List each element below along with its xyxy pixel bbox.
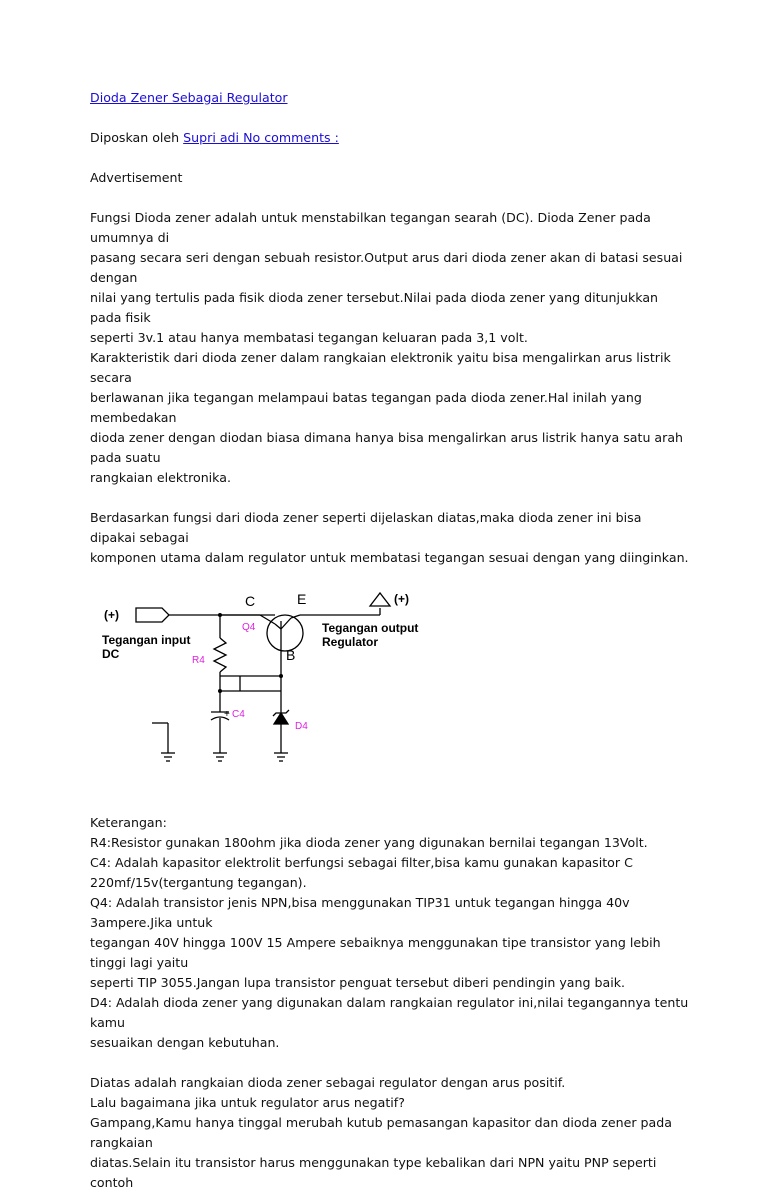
label-input-1: Tegangan input — [102, 633, 191, 647]
notes-heading: Keterangan: — [90, 815, 167, 830]
transistor-q4-symbol — [267, 615, 303, 651]
output-terminal — [370, 593, 390, 606]
zener-d4-triangle — [274, 713, 288, 724]
label-output-2: Regulator — [322, 635, 379, 649]
junction-dot — [218, 613, 222, 617]
title-paragraph — [90, 88, 690, 108]
text-line: Berdasarkan fungsi dari dioda zener seperti dijelaskan diatas,maka dioda zener ini bisa dipakai sebagai — [90, 510, 642, 545]
text-line: 220mf/15v(tergantung tegangan). — [90, 875, 307, 890]
label-c4-plus: + — [224, 709, 230, 720]
regulator-circuit-diagram — [90, 588, 450, 788]
label-emitter: E — [297, 591, 307, 607]
junction-dot — [218, 689, 222, 693]
text-line: tegangan 40V hingga 100V 15 Ampere sebaiknya menggunakan tipe transistor yang lebih tinggi lagi yaitu — [90, 935, 661, 970]
notes-section — [90, 813, 690, 1053]
text-line: Lalu bagaimana jika untuk regulator arus negatif? — [90, 1095, 405, 1110]
closing-paragraph — [90, 1073, 690, 1193]
text-line: seperti TIP 3055.Jangan lupa transistor penguat tersebut diberi pendingin yang baik. — [90, 975, 625, 990]
article — [90, 88, 690, 1193]
label-plus-out: (+) — [394, 592, 409, 606]
author-comments-link[interactable] — [183, 130, 339, 145]
byline — [90, 128, 690, 148]
author-name: Supri adi — [183, 130, 240, 145]
text-line: Karakteristik dari dioda zener dalam rangkaian elektronik yaitu bisa mengalirkan arus listrik secara — [90, 350, 671, 385]
text-line: Fungsi Dioda zener adalah untuk menstabilkan tegangan searah (DC). Dioda Zener pada umumnya di — [90, 210, 651, 245]
label-output-1: Tegangan output — [322, 621, 419, 635]
text-line: komponen utama dalam regulator untuk membatasi tegangan sesuai dengan yang diinginkan. — [90, 550, 689, 565]
label-base: B — [286, 647, 296, 663]
text-line: Q4: Adalah transistor jenis NPN,bisa menggunakan TIP31 untuk tegangan hingga 40v 3ampere.Jika untuk — [90, 895, 630, 930]
text-line: rangkaian elektronika. — [90, 470, 231, 485]
label-r4: R4 — [192, 655, 205, 666]
transistor-collector — [275, 624, 281, 629]
label-plus-in: (+) — [104, 608, 119, 622]
comments-count: No comments : — [243, 130, 339, 145]
intro-paragraph — [90, 208, 690, 488]
junction-dot — [279, 674, 283, 678]
label-q4: Q4 — [242, 622, 256, 633]
second-paragraph — [90, 508, 690, 568]
text-line: Gampang,Kamu hanya tinggal merubah kutub pemasangan kapasitor dan dioda zener pada rangkaian — [90, 1115, 672, 1150]
text-line: dioda zener dengan diodan biasa dimana hanya bisa mengalirkan arus listrik hanya satu arah pada suatu — [90, 430, 684, 465]
text-line: D4: Adalah dioda zener yang digunakan dalam rangkaian regulator ini,nilai tegangannya tentu kamu — [90, 995, 689, 1030]
text-line: C4: Adalah kapasitor elektrolit berfungsi sebagai filter,bisa kamu gunakan kapasitor C — [90, 855, 633, 870]
text-line: pasang secara seri dengan sebuah resistor.Output arus dari dioda zener akan di batasi sesuai dengan — [90, 250, 683, 285]
text-line: Diatas adalah rangkaian dioda zener sebagai regulator dengan arus positif. — [90, 1075, 566, 1090]
label-collector: C — [245, 593, 256, 609]
label-input-2: DC — [102, 647, 120, 661]
transistor-emitter — [281, 618, 291, 629]
input-terminal — [136, 608, 169, 622]
text-line: nilai yang tertulis pada fisik dioda zener tersebut.Nilai pada dioda zener yang ditunjukkan pada fisik — [90, 290, 659, 325]
label-c4: C4 — [232, 709, 245, 720]
label-d4: D4 — [295, 721, 308, 732]
text-line: sesuaikan dengan kebutuhan. — [90, 1035, 280, 1050]
article-title-link[interactable]: Dioda Zener Sebagai Regulator — [90, 90, 288, 105]
resistor-r4 — [214, 638, 226, 672]
text-line: seperti 3v.1 atau hanya membatasi tegangan keluaran pada 3,1 volt. — [90, 330, 528, 345]
text-line: R4:Resistor gunakan 180ohm jika dioda zener yang digunakan bernilai tegangan 13Volt. — [90, 835, 648, 850]
text-line: diatas.Selain itu transistor harus menggunakan type kebalikan dari NPN yaitu PNP seperti contoh — [90, 1155, 657, 1190]
text-line: berlawanan jika tegangan melampaui batas tegangan pada dioda zener.Hal inilah yang membedakan — [90, 390, 642, 425]
byline-prefix: Diposkan oleh — [90, 130, 184, 145]
advertisement-label: Advertisement — [90, 170, 183, 185]
